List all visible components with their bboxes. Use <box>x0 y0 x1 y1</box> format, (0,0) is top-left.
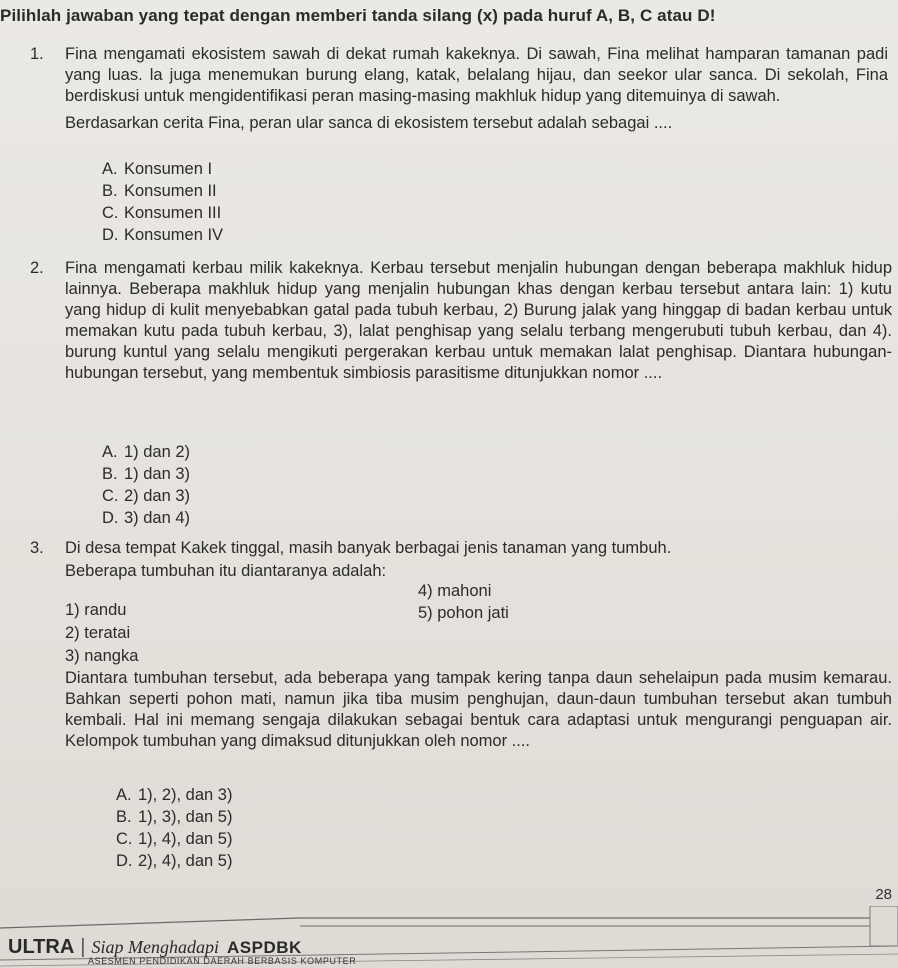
brand-tagline: Siap Menghadapi <box>91 937 219 957</box>
plant-item: 2) teratai <box>65 624 131 642</box>
option-letter: C. <box>102 204 119 222</box>
option-letter: C. <box>116 830 133 848</box>
exam-name: ASPDBK <box>226 938 302 957</box>
option-letter: D. <box>116 852 133 870</box>
option-text: Konsumen III <box>124 204 222 222</box>
instruction-heading: Pilihlah jawaban yang tepat dengan memberi tanda silang (x) pada huruf A, B, C atau D! <box>0 6 716 25</box>
plant-item: 1) randu <box>65 601 127 619</box>
question-paragraph: Fina mengamati kerbau milik kakeknya. Kerbau tersebut menjalin hubungan dengan beberapa makhluk hidup lainnya. Beberapa makhluk hidup yang menjalin hubungan khas dengan kerbau tersebut antara lain: 1) kutu yang hidup di kulit menyebabkan gatal pada tubuh kerbau, 2) Burung jalak yang hinggap di badan kerbau untuk memakan kutu pada tubuh kerbau, 3), lalat penghisap yang selalu terbang mengerubuti tubuh kerbau, dan 4). burung kuntul yang selalu mengikuti pergerakan kerbau untuk memakan lalat penghisap. Diantara hubungan-hubungan tersebut, yang membentuk simbiosis parasitisme ditunjukkan nomor .... <box>65 259 892 382</box>
page-number: 28 <box>875 886 892 903</box>
question-stem: Berdasarkan cerita Fina, peran ular sanca di ekosistem tersebut adalah sebagai .... <box>65 114 673 132</box>
option-letter: B. <box>102 465 118 483</box>
option-b[interactable] <box>102 465 190 484</box>
option-a[interactable] <box>102 443 190 462</box>
option-letter: A. <box>102 443 118 461</box>
option-text: Konsumen II <box>124 182 217 200</box>
plant-item: 3) nangka <box>65 647 139 665</box>
option-text: 1) dan 2) <box>124 443 191 461</box>
option-text: 1) dan 3) <box>124 465 191 483</box>
question-paragraph: Di desa tempat Kakek tinggal, masih banyak berbagai jenis tanaman yang tumbuh. <box>65 539 672 557</box>
option-text: Konsumen IV <box>124 226 224 244</box>
option-a[interactable] <box>102 160 212 179</box>
option-b[interactable] <box>102 182 217 201</box>
option-letter: B. <box>116 808 132 826</box>
question-paragraph: Fina mengamati ekosistem sawah di dekat rumah kakeknya. Di sawah, Fina melihat hamparan tamanan padi yang luas. la juga menemukan burung elang, katak, belalang hijau, dan seekor ular sanca. Di sekolah, Fina berdiskusi untuk mengidentifikasi peran masing-masing makhluk hidup yang ditemuinya di sawah. <box>65 45 888 105</box>
option-text: 3) dan 4) <box>124 509 191 527</box>
option-d[interactable] <box>116 852 232 871</box>
option-c[interactable] <box>102 204 221 223</box>
option-letter: B. <box>102 182 118 200</box>
option-text: 2), 4), dan 5) <box>138 852 233 870</box>
option-text: 1), 3), dan 5) <box>138 808 233 826</box>
option-letter: A. <box>116 786 132 804</box>
option-text: Konsumen I <box>124 160 213 178</box>
plant-item: 4) mahoni <box>418 582 492 600</box>
option-letter: D. <box>102 226 119 244</box>
question-number: 1. <box>30 45 44 63</box>
option-b[interactable] <box>116 808 232 827</box>
option-letter: D. <box>102 509 119 527</box>
question-stem: Beberapa tumbuhan itu diantaranya adalah: <box>65 562 387 580</box>
option-c[interactable] <box>116 830 232 849</box>
question-paragraph: Diantara tumbuhan tersebut, ada beberapa yang tampak kering tanpa daun sehelaipun pada musim kemarau. Bahkan seperti pohon mati, namun jika tiba musim penghujan, daun-daun tumbuhan tersebut akan tumbuh kembali. Hal ini memang sengaja dilakukan sebagai bentuk cara adaptasi untuk mengurangi penguapan air. Kelompok tumbuhan yang dimaksud ditunjukkan oleh nomor .... <box>65 669 892 750</box>
brand-name: ULTRA <box>8 936 75 958</box>
option-c[interactable] <box>102 487 190 506</box>
option-d[interactable] <box>102 226 223 245</box>
question-number: 3. <box>30 539 44 557</box>
option-letter: C. <box>102 487 119 505</box>
option-text: 2) dan 3) <box>124 487 191 505</box>
footer-subtitle: ASESMEN PENDIDIKAN DAERAH BERBASIS KOMPUTER <box>88 956 357 966</box>
plant-item: 5) pohon jati <box>418 604 509 622</box>
option-text: 1), 4), dan 5) <box>138 830 233 848</box>
question-number: 2. <box>30 259 44 277</box>
brand-separator: | <box>80 936 86 958</box>
option-d[interactable] <box>102 509 190 528</box>
option-a[interactable] <box>116 786 232 805</box>
option-letter: A. <box>102 160 118 178</box>
option-text: 1), 2), dan 3) <box>138 786 233 804</box>
